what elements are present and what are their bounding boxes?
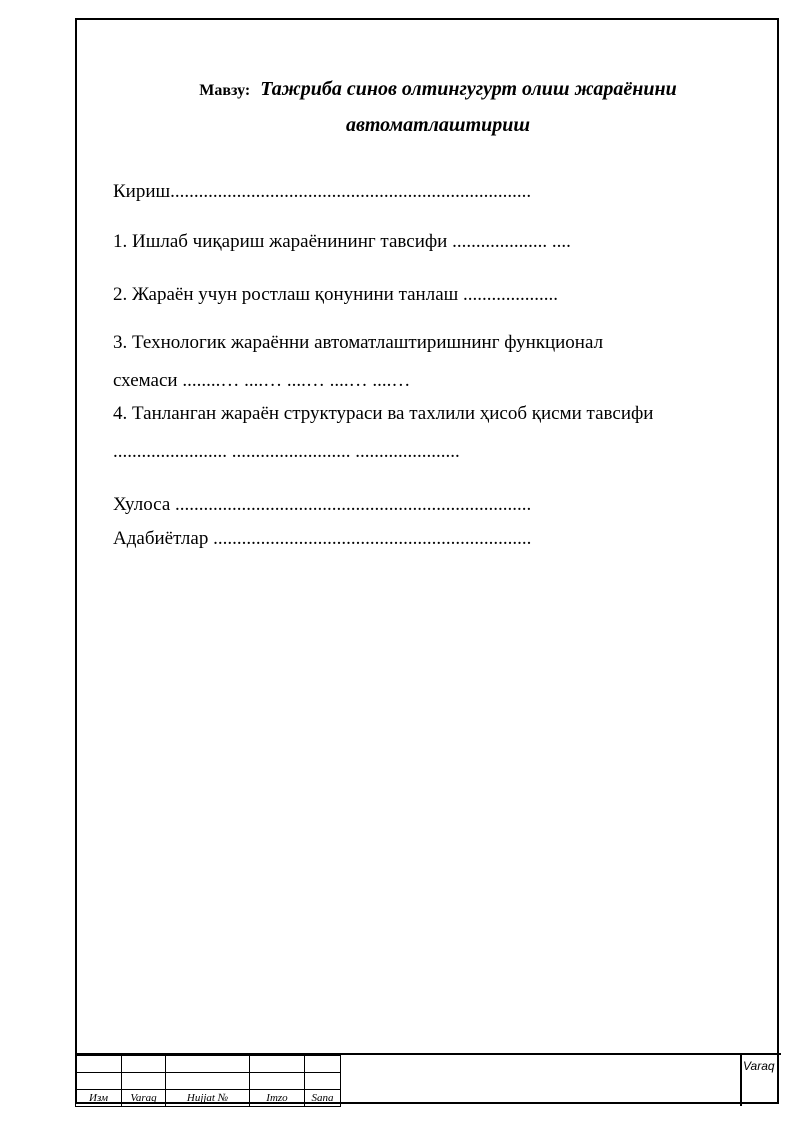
toc-item-intro: Кириш............................................................................: [113, 181, 532, 202]
title-block-label-row: [76, 1090, 341, 1107]
title-block-table: [75, 1055, 341, 1107]
title-block-row: [76, 1056, 341, 1073]
toc-item-conclusion: Хулоса ...........................................................................: [113, 494, 532, 515]
sheet-divider: [740, 1055, 742, 1106]
toc-item-3-cont: схемаси ........… ....… ....… ....… ....…: [113, 370, 411, 391]
title-prefix: Мавзу:: [199, 82, 251, 99]
col-label-varaq: Varaq: [122, 1090, 166, 1107]
toc-item-4-cont: ........................ ......................... ......................: [113, 441, 460, 462]
title-block: [75, 1053, 781, 1106]
col-label-hujjat: Hujjat №: [166, 1090, 250, 1107]
title-text-line1: Тажриба синов олтингугурт олиш жараёнини: [260, 78, 677, 100]
col-label-izm: Изм: [76, 1090, 122, 1107]
sheet-label: Varaq: [743, 1059, 775, 1073]
title-text-line2: автоматлаштириш: [345, 114, 531, 136]
page-title: [98, 78, 778, 101]
toc-item-1: 1. Ишлаб чиқариш жараёнининг тавсифи .................... ....: [113, 231, 571, 252]
toc-item-4: 4. Танланган жараён структураси ва тахлили ҳисоб қисми тавсифи: [113, 403, 654, 424]
col-label-sana: Sana: [305, 1090, 341, 1107]
col-label-imzo: Imzo: [250, 1090, 305, 1107]
toc-item-references: Адабиётлар ...................................................................: [113, 528, 532, 549]
title-block-row: [76, 1073, 341, 1090]
toc-item-2: 2. Жараён учун ростлаш қонунини танлаш ....................: [113, 284, 559, 305]
toc-item-3: 3. Технологик жараённи автоматлаштиришнинг функционал: [113, 332, 604, 353]
